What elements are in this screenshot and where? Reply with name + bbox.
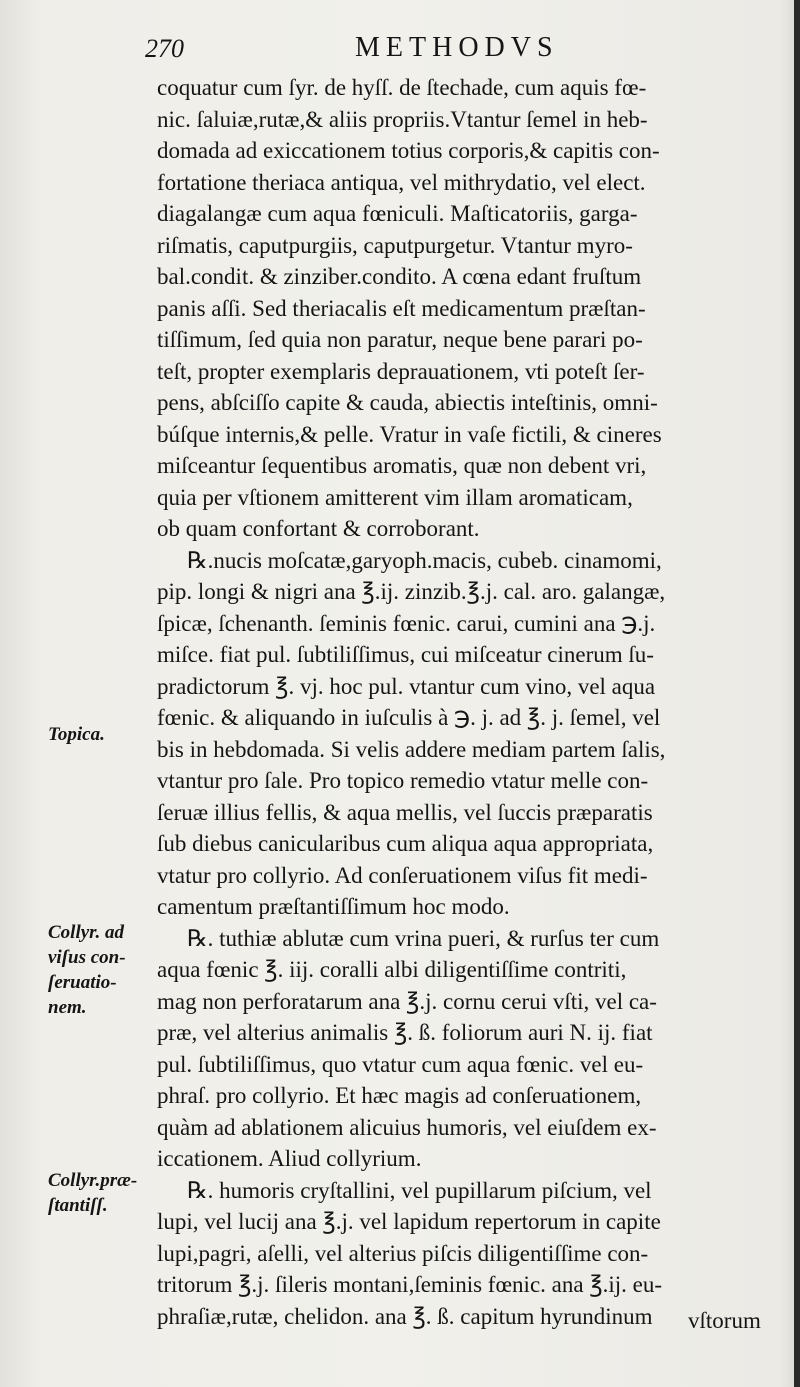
page-edge-shadow <box>794 0 800 1387</box>
body-text <box>157 72 777 1332</box>
text-line: domada ad exiccationem totius corporis,& capitis con- <box>157 138 660 163</box>
text-line: ob quam confortant & corroborant. <box>157 516 480 541</box>
text-line: aqua fœnic ℥. iij. coralli albi diligentiſſime contriti, <box>157 957 627 982</box>
text-line: ſeruæ illius fellis, & aqua mellis, vel ſuccis præparatis <box>157 799 653 825</box>
text-line: nic. ſaluiæ,rutæ,& aliis propriis.Vtantur ſemel in heb- <box>157 106 648 132</box>
text-line: iccationem. Aliud collyrium. <box>157 1146 422 1171</box>
margin-note-line: Topica. <box>48 724 105 745</box>
text-line: lupi, vel lucij ana ℥.j. vel lapidum repertorum in capite <box>157 1209 661 1234</box>
text-line: phraſ. pro collyrio. Et hæc magis ad conſeruationem, <box>157 1083 642 1108</box>
text-line: bal.condit. & zinziber.condito. A cœna edant fruſtum <box>157 264 642 289</box>
margin-note-line: viſus con- <box>48 947 126 968</box>
margin-note-collyrium-conseruationem <box>48 920 163 1020</box>
text-line: quàm ad ablationem alicuius humoris, vel eiuſdem ex- <box>157 1114 657 1140</box>
margin-note-line: Collyr. ad <box>48 922 125 943</box>
page-number: 270 <box>145 34 184 63</box>
text-line: ℞.nucis moſcatæ,garyoph.macis, cubeb. cinamomi, <box>187 547 662 573</box>
text-line: ℞. humoris cryſtallini, vel pupillarum piſcium, vel <box>187 1177 652 1203</box>
text-line: vtatur pro collyrio. Ad conſeruationem viſus fit medi- <box>157 862 648 888</box>
text-line: pradictorum ℥. vj. hoc pul. vtantur cum vino, vel aqua <box>157 673 656 699</box>
text-line: tritorum ℥.j. ſileris montani,ſeminis fœnic. ana ℥.ij. eu- <box>157 1272 663 1297</box>
text-line: ſub diebus canicularibus cum aliqua aqua appropriata, <box>157 831 654 856</box>
text-line: tiſſimum, ſed quia non paratur, neque bene parari po- <box>157 327 643 352</box>
margin-note-collyrium-praestantissimum <box>48 1168 163 1218</box>
text-line: riſmatis, caputpurgiis, caputpurgetur. Vtantur myro- <box>157 232 633 258</box>
margin-note-line: ſeruatio- <box>48 972 117 993</box>
margin-note-line: Collyr.præ- <box>48 1170 138 1191</box>
margin-note-line: ſtantiſſ. <box>48 1195 108 1216</box>
text-line: camentum præſtantiſſimum hoc modo. <box>157 894 510 919</box>
page-header <box>145 30 785 70</box>
text-line: coquatur cum ſyr. de hyſſ. de ſtechade, cum aquis fœ- <box>157 75 647 100</box>
text-line: pens, abſciſſo capite & cauda, abiectis inteſtinis, omni- <box>157 390 658 415</box>
text-line: pul. ſubtiliſſimus, quo vtatur cum aqua fœnic. vel eu- <box>157 1051 644 1077</box>
text-line: præ, vel alterius animalis ℥. ß. foliorum auri N. ij. fiat <box>157 1020 653 1045</box>
text-line: phraſiæ,rutæ, chelidon. ana ℥. ß. capitum hyrundinum <box>157 1303 653 1329</box>
text-line: panis aſſi. Sed theriacalis eſt medicamentum præſtan- <box>157 295 646 321</box>
text-line: miſceantur ſequentibus aromatis, quæ non debent vri, <box>157 453 647 478</box>
text-line: vtantur pro ſale. Pro topico remedio vtatur melle con- <box>157 768 649 793</box>
text-line: búſque internis,& pelle. Vratur in vaſe fictili, & cineres <box>157 421 662 447</box>
text-line: miſce. fiat pul. ſubtiliſſimus, cui miſceatur cinerum ſu- <box>157 642 654 667</box>
text-line: quia per vſtionem amitterent vim illam aromaticam, <box>157 484 633 510</box>
text-line: ℞. tuthiæ ablutæ cum vrina pueri, & rurſus ter cum <box>187 925 660 951</box>
text-line: teſt, propter exemplaris deprauationem, vti poteſt ſer- <box>157 358 645 384</box>
text-line: ſpicæ, ſchenanth. ſeminis fœnic. carui, cumini ana ℈.j. <box>157 610 656 636</box>
text-line: pip. longi & nigri ana ℥.ij. zinzib.℥.j. cal. aro. galangæ, <box>157 579 666 604</box>
text-line: lupi,pagri, aſelli, vel alterius piſcis diligentiſſime con- <box>157 1240 649 1266</box>
text-line: bis in hebdomada. Si velis addere mediam partem ſalis, <box>157 736 666 762</box>
text-line: mag non perforatarum ana ℥.j. cornu cerui vſti, vel ca- <box>157 988 657 1014</box>
margin-note-topica <box>48 722 163 747</box>
text-line: fortatione theriaca antiqua, vel mithrydatio, vel elect. <box>157 169 646 195</box>
text-line: fœnic. & aliquando in iuſculis à ℈. j. ad ℥. j. ſemel, vel <box>157 705 661 730</box>
running-title: METHODVS <box>355 32 559 63</box>
margin-note-line: nem. <box>48 997 87 1018</box>
catchword: vſtorum <box>688 1308 761 1333</box>
text-line: diagalangæ cum aqua fœniculi. Maſticatoriis, garga- <box>157 201 638 226</box>
